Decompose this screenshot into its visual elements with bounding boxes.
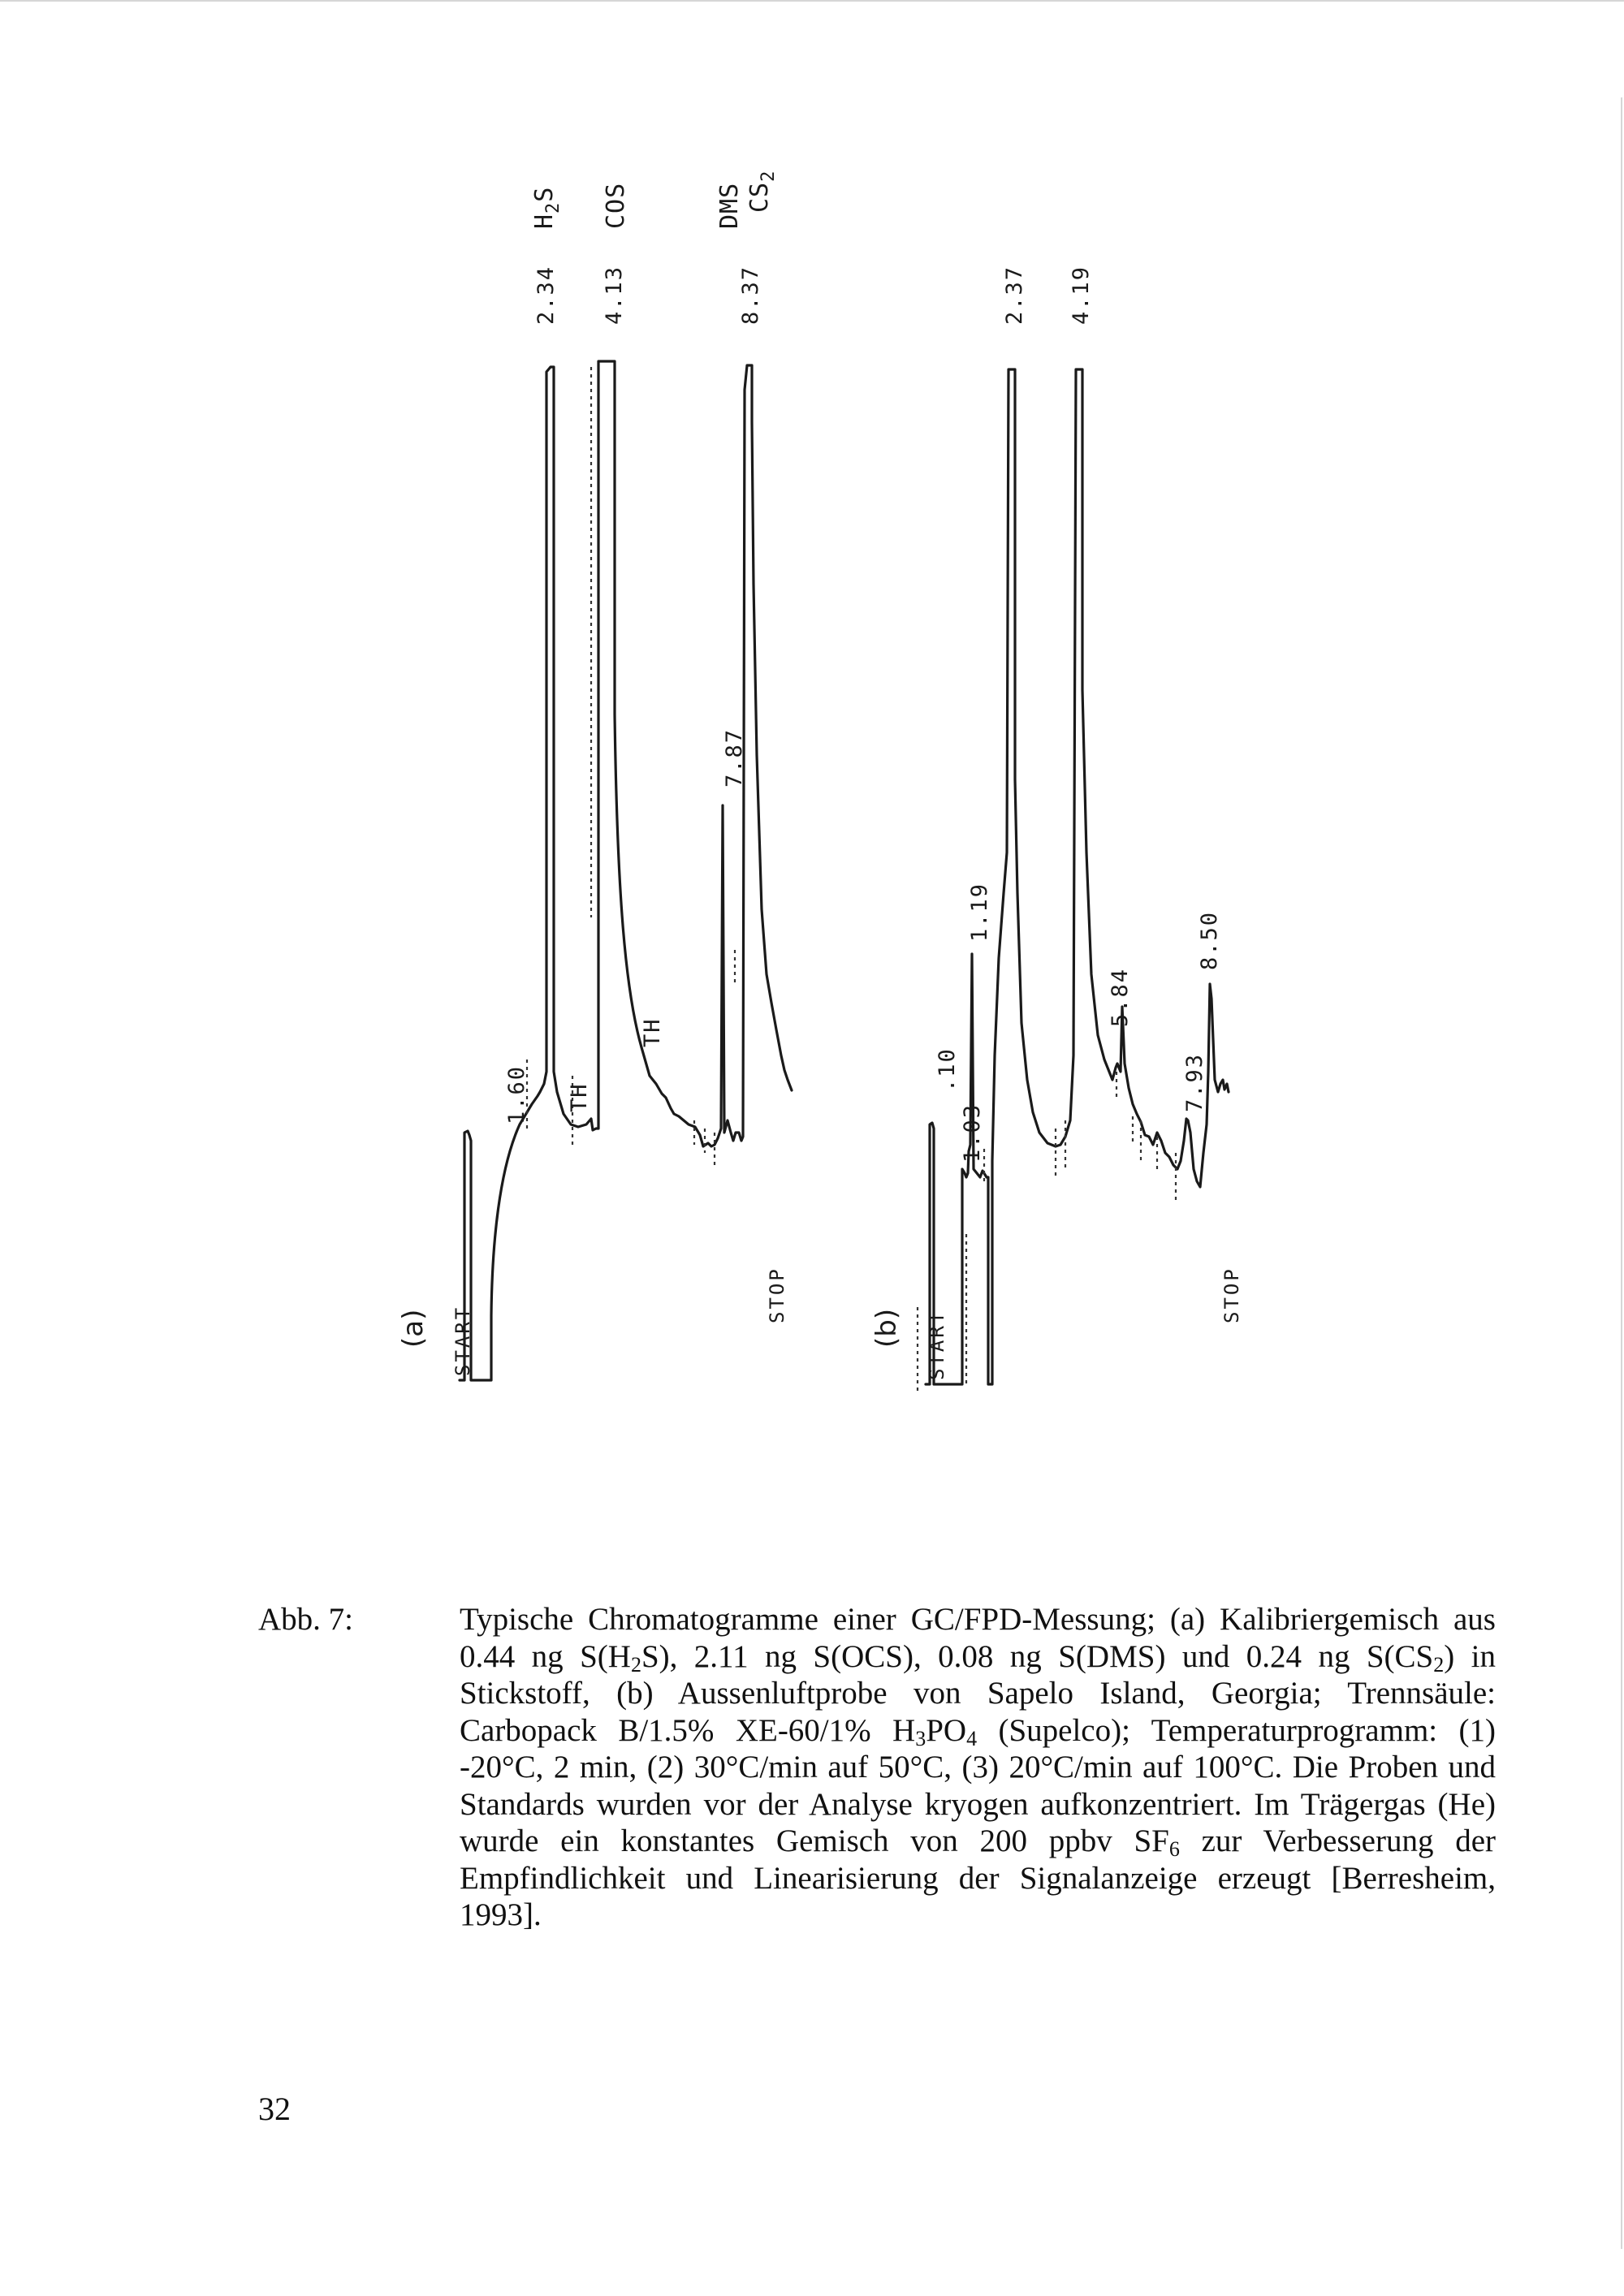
panel-a-peak-label: 8.37 [738, 265, 763, 325]
panel-b-label: (b) [870, 1308, 903, 1348]
page-number: 32 [258, 2091, 291, 2127]
panel-b-peak-label: 1.19 [967, 882, 992, 942]
scan-edge-line [1621, 97, 1622, 2249]
scan-edge-line [0, 0, 1624, 2]
panel-a-event-label: TH [567, 1082, 592, 1112]
panel-b-peak-label: 4.19 [1069, 265, 1094, 325]
panel-a-label: (a) [397, 1309, 430, 1348]
component-label-h2s: $H_2S$ [530, 186, 564, 229]
component-label-dms: DMS [715, 182, 744, 229]
component-label-cs2: $CS_2$ [745, 170, 779, 213]
panel-b-trace [926, 369, 1229, 1384]
panel-b-peak-label: .10 [935, 1047, 960, 1092]
panel-a-peak-label: 1.60 [504, 1064, 529, 1124]
panel-a-peak-label: 7.87 [722, 727, 747, 788]
caption-label: Abb. 7: [258, 1602, 353, 1637]
panel-b-stop-label: STOP [1220, 1267, 1243, 1323]
panel-b-peak-label: 5.84 [1108, 967, 1133, 1027]
panel-a-event-label: TH [640, 1017, 665, 1047]
panel-a-stop-label: STOP [766, 1267, 788, 1323]
panel-a-peak-label: 2.34 [533, 265, 559, 325]
figure-caption: Typische Chromatogramme einer GC/FPD-Messung; (a) Kalibriergemisch aus 0.44 ng $S(H_2S)$, 2.11 ng S(OCS), 0.08 ng S(DMS) und 0.24 ng $S(CS_2)$ in Stickstoff, (b) Aussenluftprobe von Sapelo Island, Georgia; Trennsäule: Carbopack B/1.5% XE-60/1% $H_3PO_4$ (Supelco); Temperaturprogramm: (1) -20°C, 2 min, (2) 30°C/min auf 50°C, (3) 20°C/min auf 100°C. Die Proben und Standards wurden vor der Analyse kryogen aufkonzentriert. Im Trägergas (He) wurde ein konstantes Gemisch von 200 ppbv $SF_6$ zur Verbesserung der Empfindlichkeit und Linearisierung der Signalanzeige erzeugt [Berresheim, 1993]. [460, 1602, 1497, 1932]
panel-b-start-label: START [926, 1309, 948, 1380]
panel-b-peak-label: 8.50 [1197, 910, 1222, 970]
panel-b-peak-label: 1.03 [960, 1103, 985, 1163]
panel-b-peak-label: 2.37 [1002, 265, 1027, 325]
panel-a-start-label: START [451, 1305, 474, 1376]
panel-b-peak-label: 7.93 [1182, 1052, 1207, 1112]
panel-a [397, 170, 792, 1380]
panel-a-trace [460, 361, 792, 1380]
panel-a-peak-label: 4.13 [602, 265, 627, 325]
component-label-cos: COS [602, 182, 630, 229]
panel-b [870, 265, 1243, 1392]
